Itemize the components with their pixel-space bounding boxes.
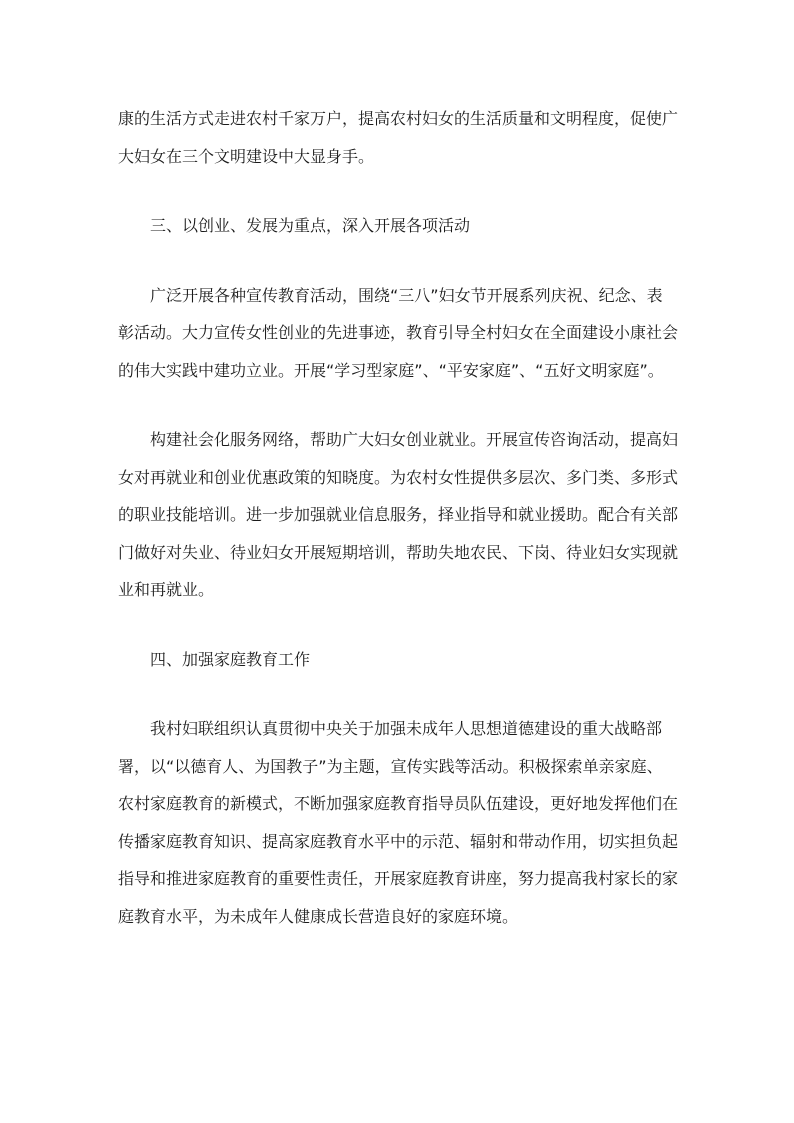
paragraph-line: 庭教育水平，为未成年人健康成长营造良好的家庭环境。 [118,906,519,926]
paragraph-line: 女对再就业和创业优惠政策的知晓度。为农村女性提供多层次、多门类、多形式 [118,467,679,487]
paragraph-line: 康的生活方式走进农村千家万户，提高农村妇女的生活质量和文明程度，促使广 [118,109,679,128]
paragraph-line: 门做好对失业、待业妇女开展短期培训，帮助失地农民、下岗、待业妇女实现就 [118,542,679,562]
document-body [118,104,680,939]
paragraph-line: 署，以“以德育人、为国教子”为主题，宣传实践等活动。积极探索单亲家庭、 [118,756,663,776]
paragraph-line: 业和再就业。 [118,580,215,599]
paragraph-line: 的伟大实践中建功立业。开展“学习型家庭”、“平安家庭”、“五好文明家庭”。 [118,360,664,380]
heading-text: 三、以创业、发展为重点，深入开展各项活动 [150,216,471,235]
paragraph-line: 广泛开展各种宣传教育活动，围绕“三八”妇女节开展系列庆祝、纪念、表 [150,285,663,305]
body-paragraph [118,104,680,179]
paragraph-line: 农村家庭教育的新模式，不断加强家庭教育指导员队伍建设，更好地发挥他们在 [118,794,679,813]
body-paragraph [118,714,680,939]
section-heading [118,645,680,683]
paragraph-spacer [118,179,680,211]
paragraph-line: 彰活动。大力宣传女性创业的先进事迹，教育引导全村妇女在全面建设小康社会 [118,323,679,342]
paragraph-line: 构建社会化服务网络，帮助广大妇女创业就业。开展宣传咨询活动，提高妇 [150,430,679,449]
paragraph-line: 我村妇联组织认真贯彻中央关于加强未成年人思想道德建设的重大战略部 [150,719,663,738]
section-heading [118,211,680,249]
body-paragraph [118,425,680,613]
paragraph-line: 的职业技能培训。进一步加强就业信息服务，择业指导和就业援助。配合有关部 [118,505,679,524]
paragraph-spacer [118,682,680,714]
paragraph-line: 指导和推进家庭教育的重要性责任，开展家庭教育讲座，努力提高我村家长的家 [118,869,679,888]
body-paragraph [118,281,680,394]
paragraph-spacer [118,249,680,281]
heading-text: 四、加强家庭教育工作 [150,649,311,669]
paragraph-spacer [118,393,680,425]
paragraph-line: 大妇女在三个文明建设中大显身手。 [118,146,375,166]
paragraph-line: 传播家庭教育知识、提高家庭教育水平中的示范、辐射和带动作用，切实担负起 [118,831,679,851]
paragraph-spacer [118,613,680,645]
